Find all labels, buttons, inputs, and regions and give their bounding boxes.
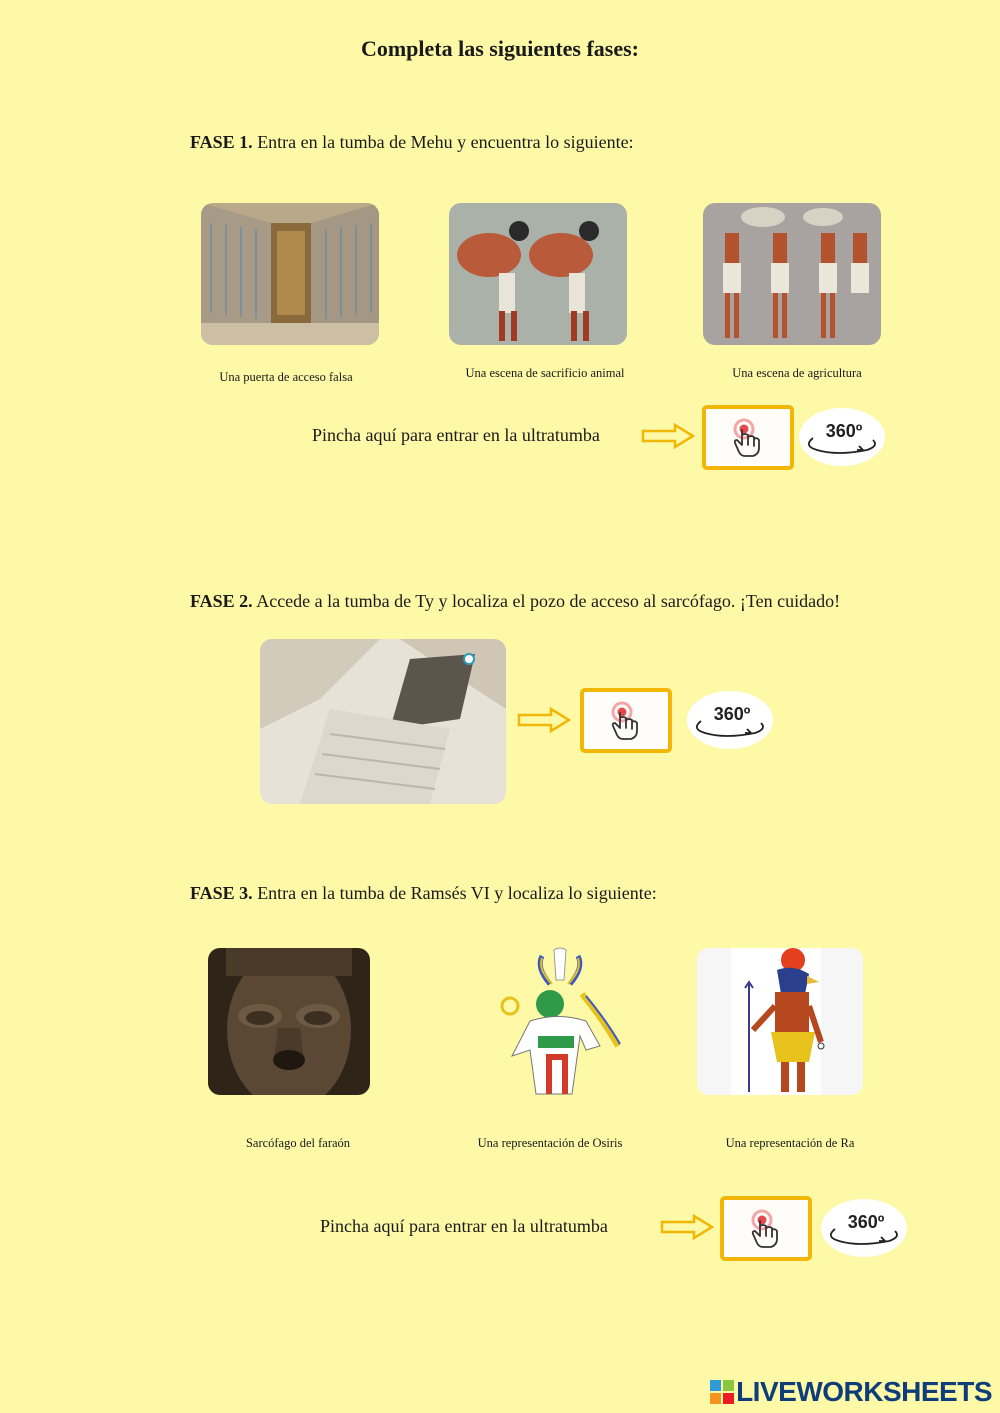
badge-360-2 [687,691,773,749]
arrow-right-icon [641,423,695,449]
caption-sarcophagus: Sarcófago del faraón [245,1136,351,1150]
badge-360-3 [821,1199,907,1257]
liveworksheets-logo [710,1377,992,1407]
caption-sacrifice: Una escena de sacrificio animal [465,366,625,380]
tap-hand-icon [745,1208,787,1250]
phase-1-heading [190,132,634,153]
badge-360-text: 360º [713,704,751,724]
badge-360-1 [799,408,885,466]
enter-underworld-text-3: Pincha aquí para entrar en la ultratumba [320,1216,608,1236]
badge-360-text: 360º [825,421,863,441]
caption-false-door: Una puerta de acceso falsa [219,370,353,384]
arrow-right-icon [660,1214,714,1240]
false-door-image [201,203,379,345]
caption-osiris: Una representación de Osiris [477,1136,623,1150]
caption-agriculture: Una escena de agricultura [732,366,862,380]
arrow-right-icon [517,707,571,733]
agriculture-scene-image [703,203,881,345]
phase-2-heading [190,591,840,612]
liveworksheets-logo-icon [710,1380,734,1404]
tap-hand-icon [605,700,647,742]
tap-hand-icon [727,417,769,459]
badge-360-text: 360º [847,1212,885,1232]
sarcophagus-shaft-image [260,639,506,804]
phase-2-text: Accede a la tumba de Ty y localiza el pozo de acceso al sarcófago. ¡Ten cuidado! [256,591,841,611]
phase-1-text: Entra en la tumba de Mehu y encuentra lo siguiente: [257,132,634,152]
caption-ra: Una representación de Ra [725,1136,855,1150]
phase-3-text: Entra en la tumba de Ramsés VI y localiza lo siguiente: [257,883,657,903]
pharaoh-sarcophagus-image [208,948,370,1095]
enter-tomb-ty-button[interactable] [580,688,672,753]
osiris-image [490,946,626,1096]
enter-tomb-ramses-button[interactable] [720,1196,812,1261]
enter-underworld-text-1: Pincha aquí para entrar en la ultratumba [312,425,600,445]
phase-1-label: FASE 1. [190,132,253,152]
page-title: Completa las siguientes fases: [360,36,640,61]
phase-2-label: FASE 2. [190,591,253,611]
phase-3-label: FASE 3. [190,883,253,903]
sacrifice-scene-image [449,203,627,345]
liveworksheets-logo-text: LIVEWORKSHEETS [736,1376,992,1407]
phase-3-heading [190,883,657,904]
ra-image [697,948,863,1095]
enter-tomb-mehu-button[interactable] [702,405,794,470]
